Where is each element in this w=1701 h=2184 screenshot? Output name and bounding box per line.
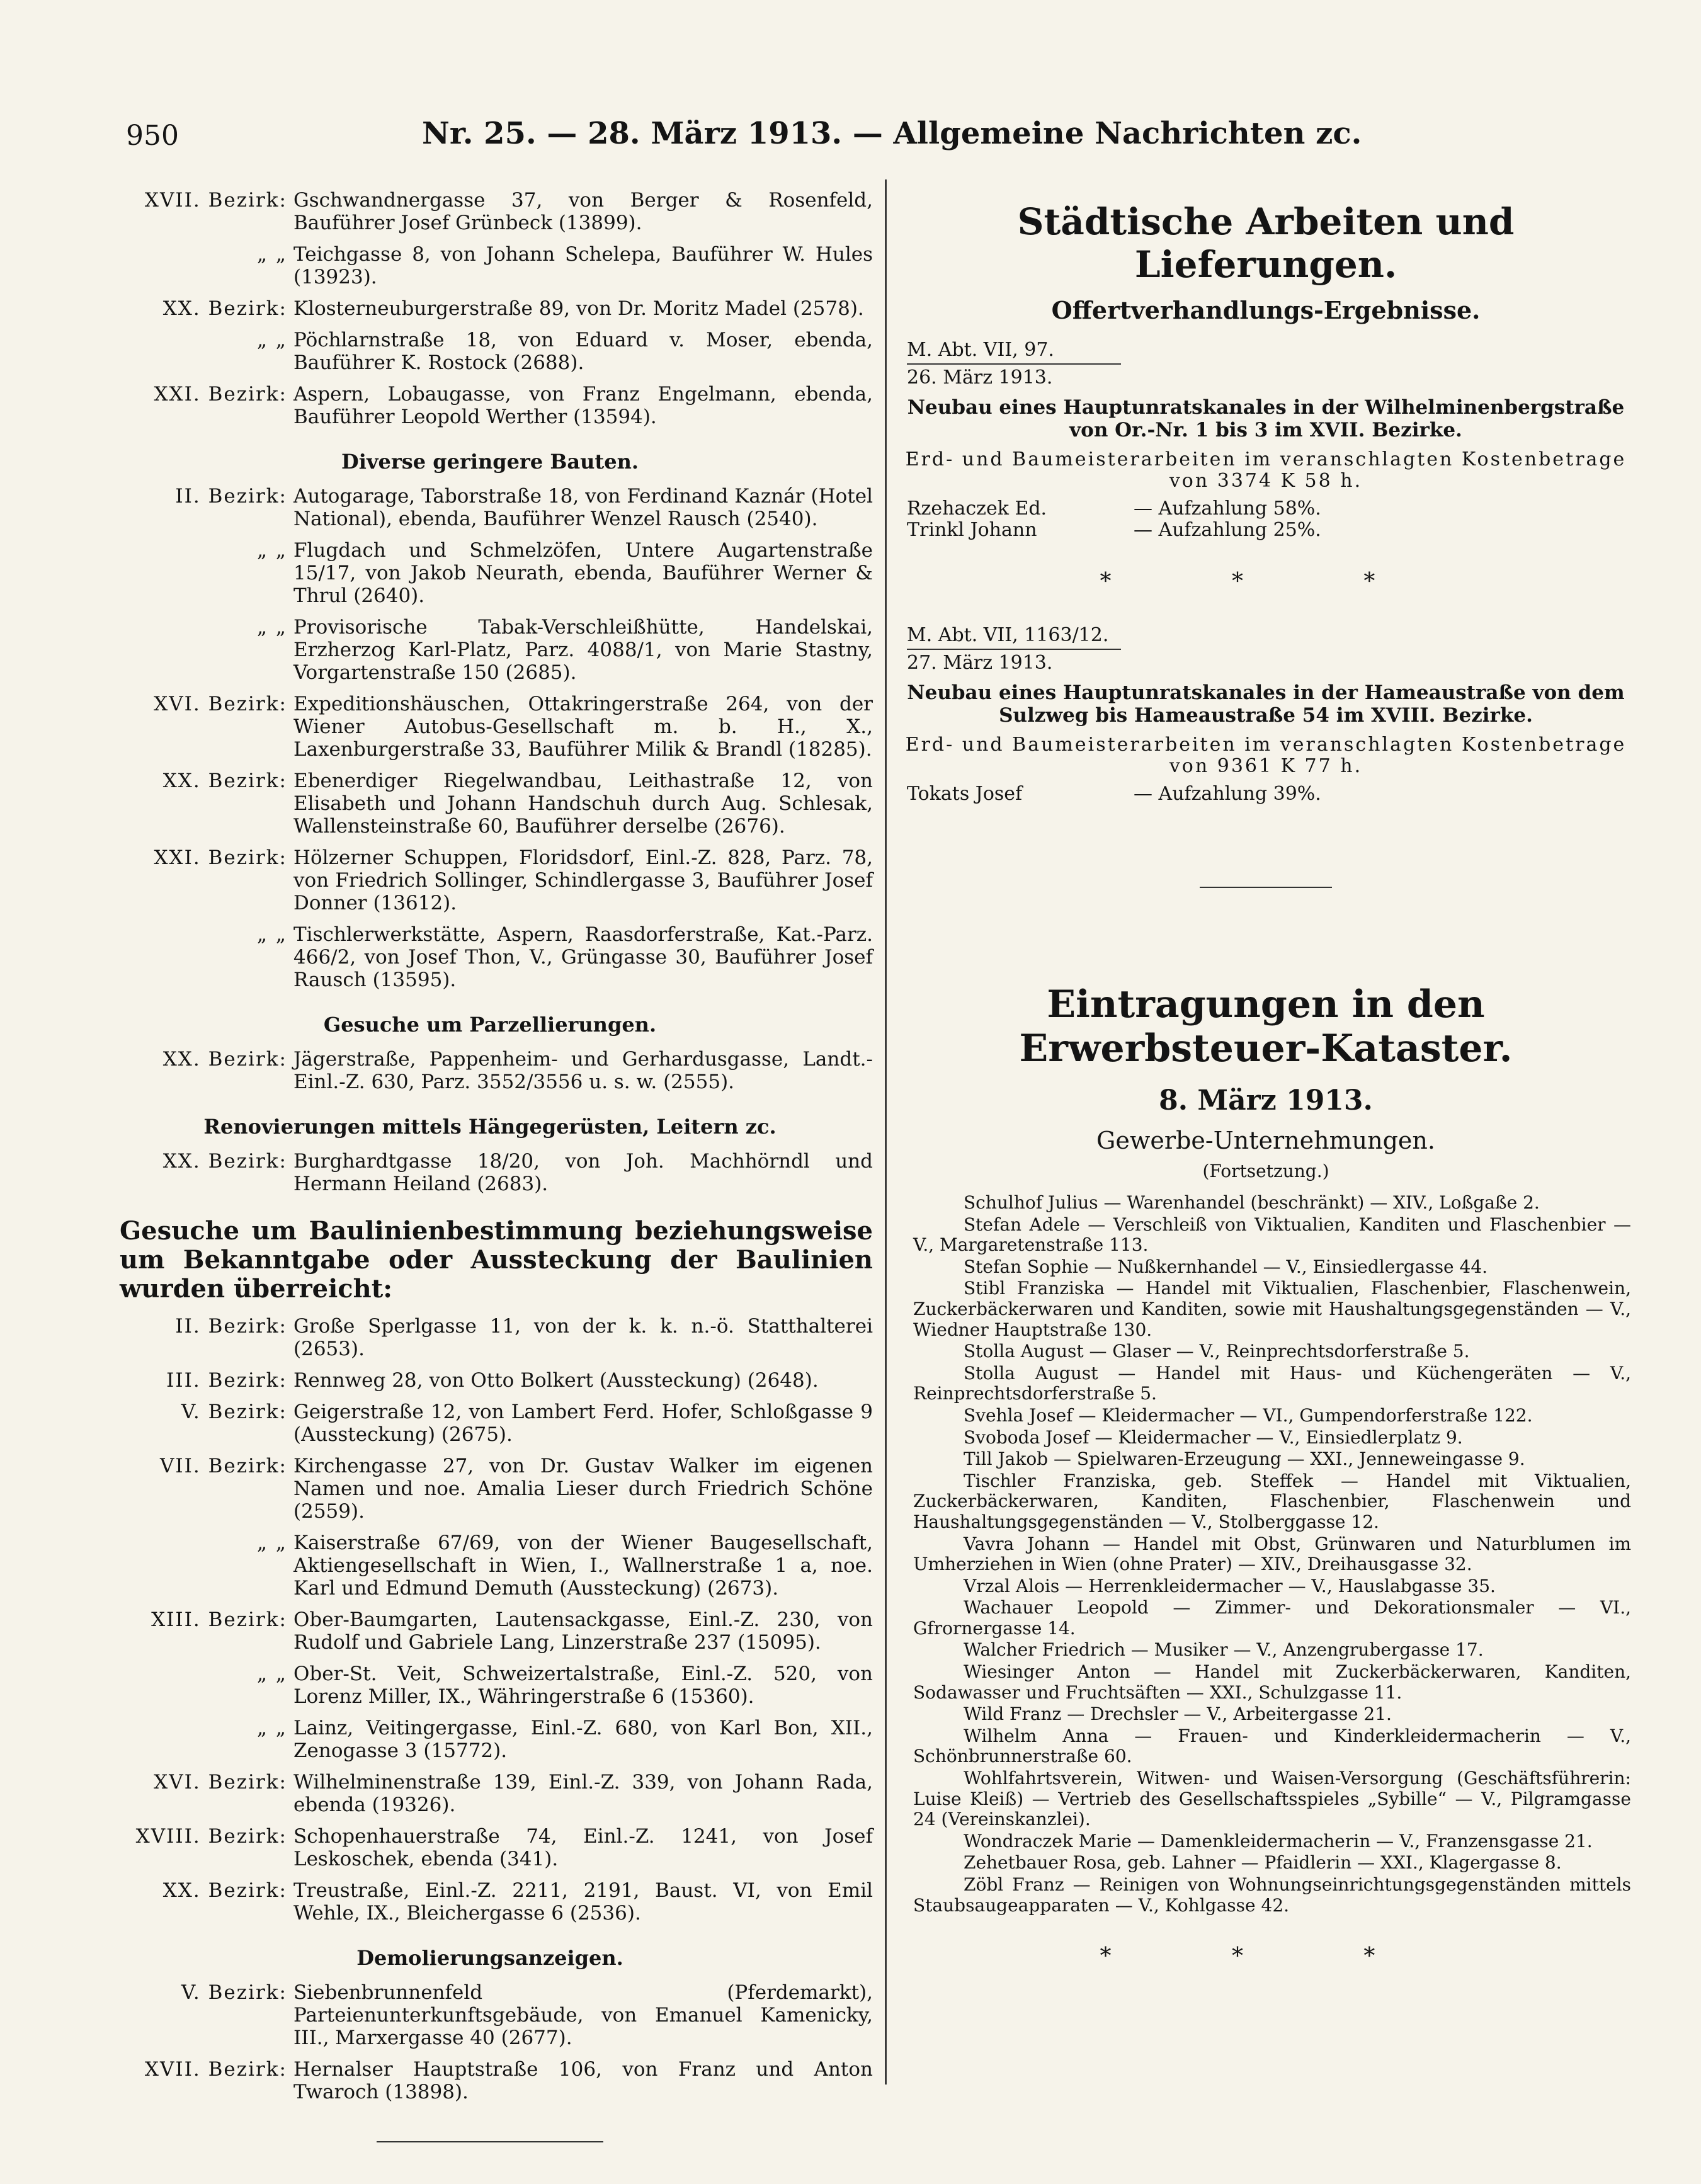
district-entry [107,1532,873,1600]
asterisks-separator: * * * [1100,569,1432,594]
district-entry [107,1315,873,1360]
notice1-rule [907,363,1121,365]
bidder-bid: — Aufzahlung 58%. [1134,498,1321,520]
registration-entry: Wilhelm Anna — Frauen- und Kinderkleidermacherin — V., Schönbrunnerstraße 60. [913,1725,1631,1767]
bidder-bid: — Aufzahlung 39%. [1134,783,1321,805]
district-entry [107,1455,873,1523]
district-entry [107,770,873,838]
district-entry [107,539,873,607]
registration-entry: Stefan Adele — Verschleiß von Viktualien, Kanditen und Flaschenbier — V., Margaretenstraße 113. [913,1214,1631,1256]
notice1-date: 26. März 1913. [907,367,1053,389]
district-entry [107,189,873,234]
entry-text: Autogarage, Taborstraße 18, von Ferdinand Kaznár (Hotel National), ebenda, Bauführer Wenzel Rausch (2540). [293,485,873,530]
district-label: „ „ [257,1717,287,1739]
district-entry [107,1879,873,1925]
left-column [107,189,873,2142]
district-entry [107,1401,873,1446]
section-title-demolierung: Demolierungsanzeigen. [356,1946,623,1970]
entry-text: Flugdach und Schmelzöfen, Untere Augartenstraße 15/17, von Jakob Neurath, ebenda, Bauführer Werner & Thrul (2640). [293,539,873,607]
continuation-note: (Fortsetzung.) [1202,1161,1329,1181]
section-title-diverse: Diverse geringere Bauten. [341,450,639,474]
registration-entry: Svoboda Josef — Kleidermacher — V., Einsiedlerplatz 9. [964,1426,1463,1448]
bidder-name: Tokats Josef [907,783,1023,805]
asterisks-end: * * * [1100,1943,1432,1970]
district-entry [107,2058,873,2103]
district-entry [107,923,873,991]
district-label: XX. Bezirk: [162,770,287,792]
entry-text: Provisorische Tabak-Verschleißhütte, Handelskai, Erzherzog Karl-Platz, Parz. 4088/1, von Marie Stastny, Vorgartenstraße 150 (2685). [293,616,873,684]
registration-entry: Stolla August — Glaser — V., Reinprechtsdorferstraße 5. [964,1341,1470,1362]
notice2-title: Neubau eines Hauptunratskanales in der Hameaustraße von dem Sulzweg bis Hameaustraße 54 im XVIII. Bezirke. [907,681,1625,727]
end-rule [377,2141,603,2142]
district-label: XX. Bezirk: [162,1879,287,1902]
gewerbe-heading: Gewerbe-Unternehmungen. [1096,1127,1435,1154]
running-head: Nr. 25. — 28. März 1913. — Allgemeine Nachrichten zc. [422,116,1362,151]
registration-entry: Till Jakob — Spielwaren-Erzeugung — XXI., Jenneweingasse 9. [964,1448,1525,1470]
registration-entry: Zöbl Franz — Reinigen von Wohnungseinrichtungsgegenständen mittels Staubsaugeapparaten — V., Kohlgasse 42. [913,1874,1631,1916]
district-label: „ „ [257,243,287,266]
district-entry [107,693,873,761]
entry-text: Siebenbrunnenfeld (Pferdemarkt), Parteienunterkunftsgebäude, von Emanuel Kamenicky, III., Marxergasse 40 (2677). [293,1981,873,2049]
district-entry [107,1771,873,1816]
entries-a [107,189,873,428]
registration-entry: Wondraczek Marie — Damenkleidermacherin — V., Franzensgasse 21. [964,1830,1593,1851]
district-entry [107,1663,873,1708]
district-label: XVI. Bezirk: [154,693,287,715]
registration-entry: Wiesinger Anton — Handel mit Zuckerbäckerwaren, Kanditen, Sodawasser und Fruchtsäften — XXI., Schulzgasse 11. [913,1661,1631,1703]
district-label: „ „ [257,923,287,946]
registration-entry: Wachauer Leopold — Zimmer- und Dekorationsmaler — VI., Gfrornergasse 14. [913,1597,1631,1639]
district-label: II. Bezirk: [175,485,287,508]
district-entry [107,1369,873,1392]
registration-entry: Tischler Franziska, geb. Steffek — Handel mit Viktualien, Zuckerbäckerwaren, Kanditen, Flaschenbier, Flaschenwein und Haushaltungsgegenständen — V., Stolberggasse 12. [913,1470,1631,1532]
column-divider [885,179,887,2084]
notice2-ref: M. Abt. VII, 1163/12. [907,624,1109,646]
right-column [901,189,1631,1999]
registration-entry: Schulhof Julius — Warenhandel (beschränkt) — XIV., Loßgaße 2. [964,1192,1540,1213]
district-label: V. Bezirk: [181,1981,287,2004]
bidder-name: Rzehaczek Ed. [907,498,1047,520]
section-title-parzellierungen: Gesuche um Parzellierungen. [323,1013,657,1037]
district-label: VII. Bezirk: [159,1455,287,1477]
entry-text: Pöchlarnstraße 18, von Eduard v. Moser, ebenda, Bauführer K. Rostock (2688). [293,329,873,374]
notice2-rule [907,649,1121,650]
entry-text: Hernalser Hauptstraße 106, von Franz und Anton Twaroch (13898). [293,2058,873,2103]
notice1-work: Erd- und Baumeisterarbeiten im veranschlagten Kostenbetrage von 3374 K 58 h. [905,448,1627,492]
section-rule [1200,887,1332,888]
entry-text: Ebenerdiger Riegelwandbau, Leithastraße 12, von Elisabeth und Johann Handschuh durch Aug. Schlesak, Wallensteinstraße 60, Bauführer derselbe (2676). [293,770,873,838]
district-entry [107,329,873,374]
district-entry [107,243,873,288]
district-label: „ „ [257,616,287,639]
district-label: „ „ [257,329,287,351]
entries-c [107,1048,873,1093]
entry-text: Tischlerwerkstätte, Aspern, Raasdorferstraße, Kat.-Parz. 466/2, von Josef Thon, V., Grüngasse 30, Bauführer Josef Rausch (13595). [293,923,873,991]
registration-entry: Walcher Friedrich — Musiker — V., Anzengrubergasse 17. [964,1639,1484,1661]
entry-text: Teichgasse 8, von Johann Schelepa, Bauführer W. Hules (13923). [293,243,873,288]
entry-text: Kaiserstraße 67/69, von der Wiener Baugesellschaft, Aktiengesellschaft in Wien, I., Wallnerstraße 1 a, noe. Karl und Edmund Demuth (Aussteckung) (2673). [293,1532,873,1600]
district-entry [107,1608,873,1654]
district-label: XXI. Bezirk: [154,846,287,869]
registration-entry: Wild Franz — Drechsler — V., Arbeitergasse 21. [964,1703,1392,1725]
page-number: 950 [126,120,179,152]
district-entry [107,616,873,684]
entry-text: Ober-Baumgarten, Lautensackgasse, Einl.-Z. 230, von Rudolf und Gabriele Lang, Linzerstraße 237 (15095). [293,1608,873,1654]
entries-f [107,1981,873,2103]
district-label: XIII. Bezirk: [151,1608,287,1631]
registration-entry: Stefan Sophie — Nußkernhandel — V., Einsiedlergasse 44. [964,1256,1488,1277]
district-label: „ „ [257,1663,287,1685]
entry-text: Rennweg 28, von Otto Bolkert (Aussteckung) (2648). [293,1369,819,1392]
district-label: „ „ [257,1532,287,1554]
entry-text: Burghardtgasse 18/20, von Joh. Machhörndl und Hermann Heiland (2683). [293,1150,873,1195]
entry-text: Ober-St. Veit, Schweizertalstraße, Einl.-Z. 520, von Lorenz Miller, IX., Währingerstraße 6 (15360). [293,1663,873,1708]
registration-entry: Wohlfahrtsverein, Witwen- und Waisen-Versorgung (Geschäftsführerin: Luise Kleiß) — Vertrieb des Gesellschaftsspieles „Sybille“ — V., Pilgramgasse 24 (Vereinskanzlei). [913,1768,1631,1830]
registration-entry: Stibl Franziska — Handel mit Viktualien, Flaschenbier, Flaschenwein, Zuckerbäckerwaren und Kanditen, sowie mit Haushaltungsgegenständen — V., Wiedner Hauptstraße 130. [913,1278,1631,1340]
registrations-list [901,1193,1631,1916]
bidder-row [907,498,1631,520]
entry-text: Große Sperlgasse 11, von der k. k. n.-ö. Statthalterei (2653). [293,1315,873,1360]
entries-d [107,1150,873,1195]
section-title-baulinien: Gesuche um Baulinienbestimmung beziehungsweise um Bekanntgabe oder Aussteckung der Baulinien wurden überreicht: [120,1216,873,1304]
entry-text: Geigerstraße 12, von Lambert Ferd. Hofer, Schloßgasse 9 (Aussteckung) (2675). [293,1401,873,1446]
district-entry [107,1048,873,1093]
district-label: XX. Bezirk: [162,297,287,320]
entries-e [107,1315,873,1925]
district-label: II. Bezirk: [175,1315,287,1338]
district-entry [107,1150,873,1195]
notice1-ref: M. Abt. VII, 97. [907,339,1054,361]
district-entry [107,1825,873,1870]
entry-text: Wilhelminenstraße 139, Einl.-Z. 339, von Johann Rada, ebenda (19326). [293,1771,873,1816]
registration-entry: Zehetbauer Rosa, geb. Lahner — Pfaidlerin — XXI., Klagergasse 8. [964,1852,1562,1874]
notice2-date: 27. März 1913. [907,652,1053,674]
registration-entry: Vavra Johann — Handel mit Obst, Grünwaren und Naturblumen im Umherziehen in Wien (ohne Prater) — XIV., Dreihausgasse 32. [913,1533,1631,1575]
district-label: XVI. Bezirk: [154,1771,287,1794]
district-label: XXI. Bezirk: [154,383,287,406]
subtitle-offert: Offertverhandlungs-Ergebnisse. [1051,296,1481,324]
bidder-row [907,520,1631,541]
bidder-row [907,783,1631,805]
district-label: V. Bezirk: [181,1401,287,1423]
entry-text: Schopenhauerstraße 74, Einl.-Z. 1241, von Josef Leskoschek, ebenda (341). [293,1825,873,1870]
entry-text: Jägerstraße, Pappenheim- und Gerhardusgasse, Landt.-Einl.-Z. 630, Parz. 3552/3556 u. s. w. (2555). [293,1048,873,1093]
section-title-renovierungen: Renovierungen mittels Hängegerüsten, Leitern zc. [203,1115,777,1139]
page-header [126,111,1362,161]
entry-text: Kirchengasse 27, von Dr. Gustav Walker im eigenen Namen und noe. Amalia Lieser durch Friedrich Schöne (2559). [293,1455,873,1523]
entry-text: Gschwandnergasse 37, von Berger & Rosenfeld, Bauführer Josef Grünbeck (13899). [293,189,873,234]
entry-text: Aspern, Lobaugasse, von Franz Engelmann, ebenda, Bauführer Leopold Werther (13594). [293,383,873,428]
district-entry [107,485,873,530]
entry-text: Treustraße, Einl.-Z. 2211, 2191, Baust. VI, von Emil Wehle, IX., Bleichergasse 6 (2536). [293,1879,873,1925]
title-arbeiten: Städtische Arbeiten und Lieferungen. [1017,200,1515,286]
entry-text: Lainz, Veitingergasse, Einl.-Z. 680, von Karl Bon, XII., Zenogasse 3 (15772). [293,1717,873,1762]
district-entry [107,1717,873,1762]
entries-b [107,485,873,991]
district-entry [107,297,873,320]
notice1-title: Neubau eines Hauptunratskanales in der Wilhelminenbergstraße von Or.-Nr. 1 bis 3 im XVII. Bezirke. [907,396,1625,441]
registration-entry: Svehla Josef — Kleidermacher — VI., Gumpendorferstraße 122. [964,1404,1533,1426]
title-eintragungen: Eintragungen in den Erwerbsteuer-Kataster. [1019,982,1513,1071]
notice2-work: Erd- und Baumeisterarbeiten im veranschlagten Kostenbetrage von 9361 K 77 h. [905,734,1627,777]
district-entry [107,1981,873,2049]
district-entry [107,383,873,428]
district-label: III. Bezirk: [166,1369,287,1392]
bidder-name: Trinkl Johann [907,519,1037,541]
registration-entry: Vrzal Alois — Herrenkleidermacher — V., Hauslabgasse 35. [964,1575,1496,1596]
bidder-bid: — Aufzahlung 25%. [1134,519,1321,541]
district-label: XX. Bezirk: [162,1150,287,1173]
district-label: XVIII. Bezirk: [135,1825,287,1848]
entry-text: Hölzerner Schuppen, Floridsdorf, Einl.-Z. 828, Parz. 78, von Friedrich Sollinger, Schindlergasse 3, Bauführer Josef Donner (13612). [293,846,873,914]
district-label: XX. Bezirk: [162,1048,287,1071]
district-label: „ „ [257,539,287,562]
registration-entry: Stolla August — Handel mit Haus- und Küchengeräten — V., Reinprechtsdorferstraße 5. [913,1362,1631,1404]
date-heading: 8. März 1913. [1159,1084,1373,1117]
district-label: XVII. Bezirk: [144,2058,287,2081]
entry-text: Klosterneuburgerstraße 89, von Dr. Moritz Madel (2578). [293,297,864,320]
district-entry [107,846,873,914]
district-label: XVII. Bezirk: [144,189,287,212]
entry-text: Expeditionshäuschen, Ottakringerstraße 264, von der Wiener Autobus-Gesellschaft m. b. H., X., Laxenburgerstraße 33, Bauführer Milik & Brandl (18285). [293,693,873,761]
